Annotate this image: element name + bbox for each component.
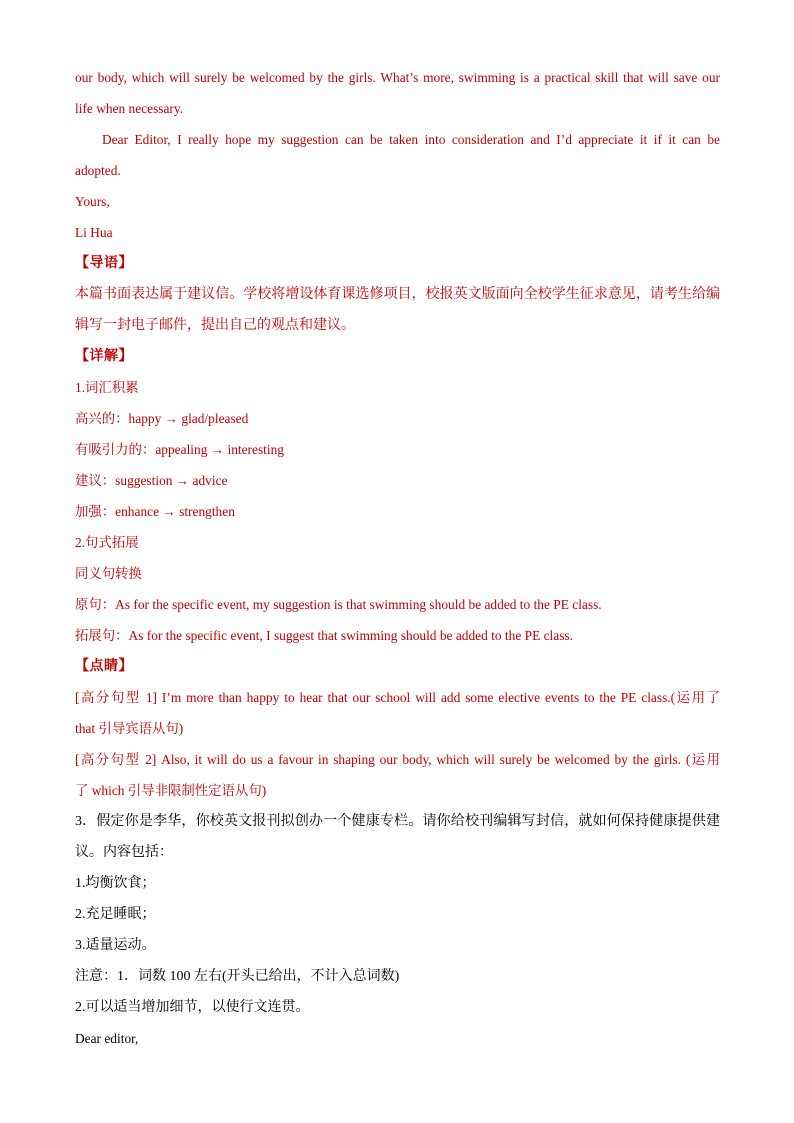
- vocab-item: 高兴的：happy → glad/pleased: [75, 411, 249, 426]
- highlight-item-line: [高分句型 1] I’m more than happy to hear that our school will add some elective events to the PE class.(运用了: [75, 690, 720, 705]
- details-heading: 【详解】: [75, 349, 133, 364]
- highlight-item-line: [高分句型 2] Also, it will do us a favour in shaping our body, which will surely be welcomed by the girls. (运用: [75, 752, 720, 767]
- guide-text-line: 本篇书面表达属于建议信。学校将增设体育课选修项目，校报英文版面向全校学生征求意见，请考生给编: [75, 287, 720, 302]
- question-note: 注意：1．词数 100 左右(开头已给出，不计入总词数): [75, 969, 400, 984]
- question-point: 3.适量运动。: [75, 938, 156, 953]
- highlight-item-line: that 引导宾语从句): [75, 721, 184, 736]
- vocab-item: 加强：enhance → strengthen: [75, 504, 235, 519]
- sentence-subtitle: 同义句转换: [75, 566, 142, 581]
- letter-signoff: Yours,: [75, 194, 110, 209]
- vocab-item: 有吸引力的：appealing → interesting: [75, 442, 285, 457]
- question-prompt-line: 议。内容包括：: [75, 845, 173, 860]
- question-salutation: Dear editor,: [75, 1031, 139, 1046]
- vocab-title: 1.词汇积累: [75, 380, 139, 395]
- letter-body-line: our body, which will surely be welcomed by the girls. What’s more, swimming is a practical skill that will save our: [75, 70, 720, 85]
- question-point: 1.均衡饮食；: [75, 876, 156, 891]
- letter-body-line: life when necessary.: [75, 101, 184, 116]
- question-point: 2.充足睡眠；: [75, 907, 156, 922]
- highlights-heading: 【点睛】: [75, 659, 133, 674]
- expanded-sentence: 拓展句：As for the specific event, I suggest that swimming should be added to the PE class.: [75, 628, 573, 643]
- question-note: 2.可以适当增加细节，以使行文连贯。: [75, 1000, 310, 1015]
- letter-signature: Li Hua: [75, 225, 113, 240]
- vocab-item: 建议：suggestion → advice: [75, 473, 228, 488]
- sentence-title: 2.句式拓展: [75, 535, 139, 550]
- original-sentence: 原句：As for the specific event, my suggestion is that swimming should be added to the PE class.: [75, 597, 602, 612]
- letter-closing-line: Dear Editor, I really hope my suggestion can be taken into consideration and I’d appreciate it if it can be: [102, 132, 720, 147]
- highlight-item-line: 了 which 引导非限制性定语从句): [75, 783, 267, 798]
- guide-text-line: 辑写一封电子邮件，提出自己的观点和建议。: [75, 318, 355, 333]
- question-prompt-line: 3．假定你是李华，你校英文报刊拟创办一个健康专栏。请你给校刊编辑写封信，就如何保持健康提供建: [75, 814, 720, 829]
- guide-heading: 【导语】: [75, 256, 133, 271]
- letter-closing-line: adopted.: [75, 163, 121, 178]
